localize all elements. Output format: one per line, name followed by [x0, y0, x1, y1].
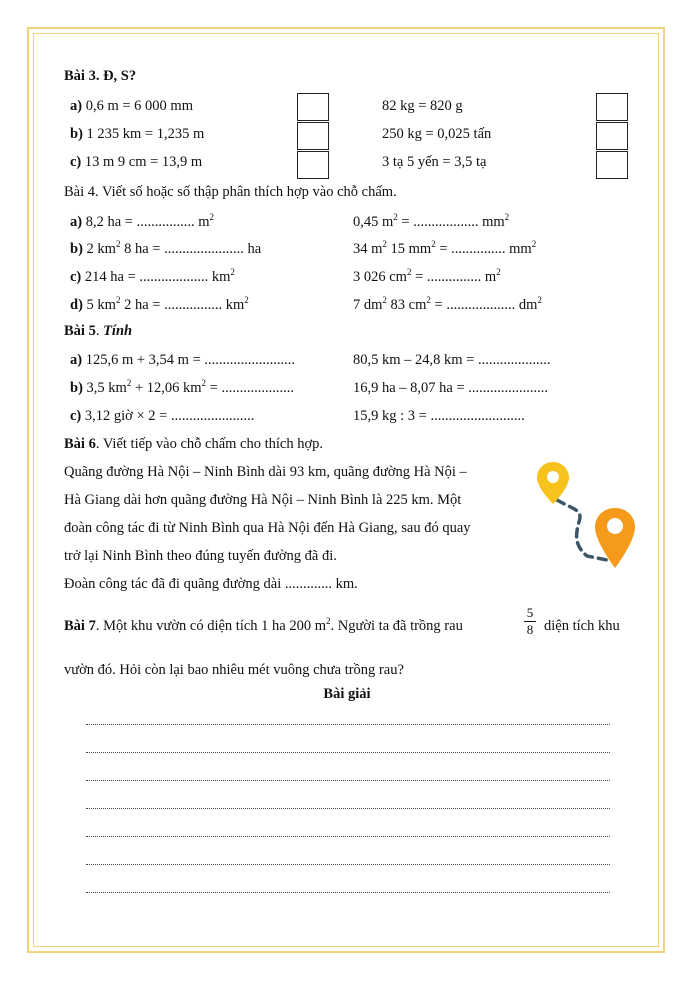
bai5-item-b-right: 16,9 ha – 8,07 ha = ...................... — [353, 380, 549, 396]
bai3-item-a: a) 0,6 m = 6 000 mm — [70, 98, 193, 114]
fraction-numerator: 5 — [526, 605, 534, 620]
bai6-line-2: Hà Giang dài hơn quãng đường Hà Nội – Ninh Bình là 225 km. Một — [64, 492, 462, 508]
bai7-line-1: Bài 7. Một khu vườn có diện tích 1 ha 200 $m^2$. Người ta đã trồng rau — [64, 616, 463, 634]
bai4-item-a-right: 0,45 $m^2$ = .................. $mm^2$ — [353, 212, 510, 230]
fraction-five-eighths — [524, 606, 536, 637]
bai3-item-a-right: 82 kg = 820 g — [382, 98, 463, 114]
bai3-item-b: b) 1 235 km = 1,235 m — [70, 126, 205, 142]
solution-title: Bài giải — [323, 686, 371, 702]
answer-box-b-left[interactable] — [297, 122, 329, 150]
answer-line[interactable] — [86, 752, 610, 753]
bai4-item-a-left: a) 8,2 ha = ................ $m^2$ — [70, 212, 214, 230]
bai6-line-3: đoàn công tác đi từ Ninh Bình qua Hà Nội đến Hà Giang, sau đó quay — [64, 520, 471, 536]
bai3-item-c: c) 13 m 9 cm = 13,9 m — [70, 154, 203, 170]
bai7-line-2: vườn đó. Hỏi còn lại bao nhiêu mét vuông chưa trồng rau? — [64, 662, 404, 678]
bai7-line-1-end: diện tích khu — [544, 618, 620, 634]
bai6-line-4: trở lại Ninh Bình theo đúng tuyến đường đã đi. — [64, 548, 337, 564]
location-pin-icon — [537, 462, 569, 504]
bai4-item-d-right: 7 $dm^2$ 83 $cm^2$ = ................... $dm^2$ — [353, 295, 542, 313]
bai5-title: Bài 5. Tính — [64, 323, 133, 339]
bai5-item-a-left: a) 125,6 m + 3,54 m = ......................... — [70, 352, 296, 368]
answer-box-c-right[interactable] — [596, 151, 628, 179]
map-route-illustration — [535, 460, 640, 575]
answer-line[interactable] — [86, 724, 610, 725]
answer-line[interactable] — [86, 808, 610, 809]
bai4-item-c-right: 3 026 $cm^2$ = ............... $m^2$ — [353, 267, 501, 285]
answer-line[interactable] — [86, 836, 610, 837]
bai4-title: Bài 4. Viết số hoặc số thập phân thích hợp vào chỗ chấm. — [64, 184, 397, 200]
bai5-item-b-left: b) 3,5 $km^2 + 12,06$ $km^2$ = .................... — [70, 378, 294, 396]
fraction-denominator: 8 — [526, 622, 534, 637]
answer-line[interactable] — [86, 892, 610, 893]
bai4-item-d-left: d) 5 $km^2$ 2 ha = ................ $km^2$ — [70, 295, 249, 313]
bai3-title: Bài 3. Đ, S? — [64, 68, 137, 84]
bai5-item-c-left: c) 3,12 giờ × 2 = ....................... — [70, 408, 255, 424]
answer-box-b-right[interactable] — [596, 122, 628, 150]
bai5-item-a-right: 80,5 km – 24,8 km = .................... — [353, 352, 551, 368]
bai4-item-b-left: b) 2 $km^2$ 8 ha = ...................... ha — [70, 239, 262, 257]
answer-line[interactable] — [86, 864, 610, 865]
bai4-item-b-right: 34 $m^2$ 15 $mm^2$ = ............... $mm^2$ — [353, 239, 537, 257]
bai6-line-1: Quãng đường Hà Nội – Ninh Bình dài 93 km, quãng đường Hà Nội – — [64, 464, 467, 480]
bai3-item-b-right: 250 kg = 0,025 tấn — [382, 126, 492, 142]
answer-box-a-right[interactable] — [596, 93, 628, 121]
bai4-item-c-left: c) 214 ha = ................... $km^2$ — [70, 267, 235, 285]
answer-line[interactable] — [86, 780, 610, 781]
bai6-answer: Đoàn công tác đã đi quãng đường dài ............. km. — [64, 576, 358, 592]
answer-box-c-left[interactable] — [297, 151, 329, 179]
bai5-item-c-right: 15,9 kg : 3 = .......................... — [353, 408, 525, 424]
bai3-item-c-right: 3 tạ 5 yến = 3,5 tạ — [382, 154, 487, 170]
bai6-title: Bài 6. Viết tiếp vào chỗ chấm cho thích hợp. — [64, 436, 324, 452]
answer-box-a-left[interactable] — [297, 93, 329, 121]
